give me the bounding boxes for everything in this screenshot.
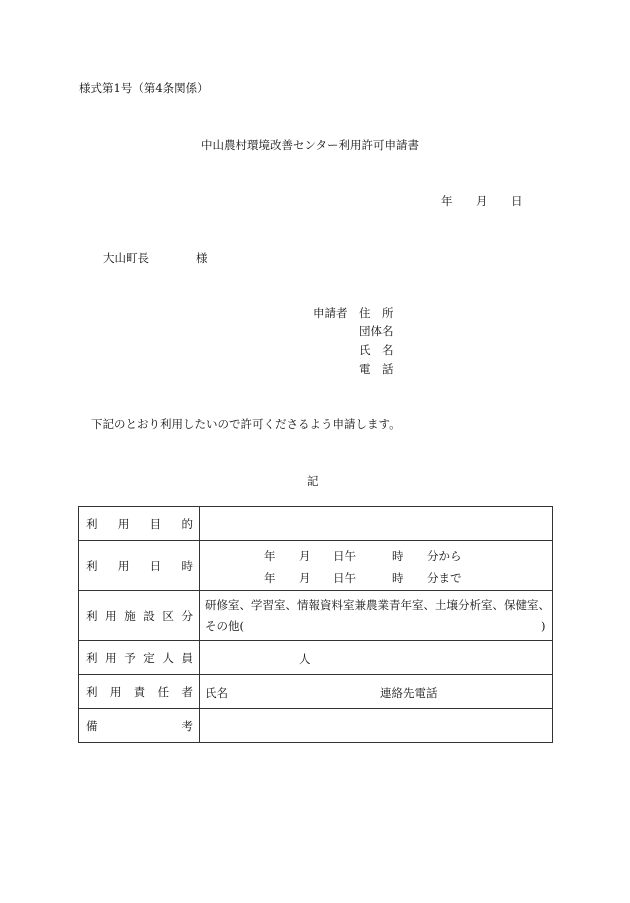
label-char: 施 [124, 608, 136, 623]
label-char: 定 [143, 650, 155, 665]
label-char: 分 [181, 608, 193, 623]
datetime-label [86, 558, 193, 574]
to-year: 年 [264, 570, 276, 585]
to-month: 月 [299, 570, 311, 585]
table-row [79, 541, 553, 591]
label-char: 予 [124, 650, 136, 665]
people-label-cell [79, 641, 200, 675]
label-char: 備 [86, 718, 98, 733]
responsible-name-label: 氏名 [205, 686, 228, 700]
purpose-label-cell [79, 507, 200, 541]
from-hour: 時 [392, 548, 404, 563]
remarks-label-cell [79, 709, 200, 743]
table-row [79, 709, 553, 743]
label-char: 用 [117, 558, 130, 573]
addressee-name: 大山町長 [103, 251, 149, 265]
table-row [79, 591, 553, 641]
to-hour: 時 [392, 570, 404, 585]
label-char: 員 [181, 650, 193, 665]
people-value[interactable] [200, 641, 553, 675]
table-row [79, 641, 553, 675]
label-char: 的 [181, 516, 193, 531]
label-char: 利 [86, 650, 98, 665]
date-day-label: 日 [511, 194, 523, 208]
label-char: 利 [86, 516, 98, 531]
label-char: 用 [117, 516, 130, 531]
applicant-group-label: 団体名 [359, 324, 394, 338]
label-char: 目 [149, 516, 162, 531]
facility-other-line [205, 616, 552, 637]
people-label [86, 650, 193, 666]
table-row [79, 675, 553, 709]
label-char: 考 [181, 718, 193, 733]
label-char: 利 [86, 684, 98, 699]
facility-label-cell [79, 591, 200, 641]
table-row [79, 507, 553, 541]
label-char: 用 [109, 684, 122, 699]
label-char: 用 [105, 650, 117, 665]
remarks-value[interactable] [200, 709, 553, 743]
remarks-label [86, 718, 193, 734]
purpose-value[interactable] [200, 507, 553, 541]
datetime-from-line [200, 544, 552, 566]
to-day-ampm: 日午 [333, 570, 356, 585]
date-month-label: 月 [476, 194, 488, 208]
datetime-label-cell [79, 541, 200, 591]
applicant-phone-label: 電 話 [359, 362, 394, 376]
label-char: 日 [149, 558, 162, 573]
label-char: 用 [105, 608, 117, 623]
purpose-label [86, 516, 193, 532]
label-char: 利 [86, 608, 98, 623]
people-unit: 人 [299, 652, 311, 666]
applicant-name-label: 氏 名 [359, 343, 394, 357]
form-number: 様式第1号（第4条関係） [79, 81, 209, 95]
label-char: 利 [86, 558, 98, 573]
facility-label [86, 608, 193, 624]
request-text: 下記のとおり利用したいので許可くださるよう申請します。 [91, 417, 401, 431]
date-year-label: 年 [441, 194, 453, 208]
responsible-label-cell [79, 675, 200, 709]
facility-other-close: ) [541, 618, 546, 633]
responsible-label [86, 684, 193, 700]
from-year: 年 [264, 548, 276, 563]
applicant-address-label: 住 所 [359, 306, 394, 320]
document-title: 中山農村環境改善センター利用許可申請書 [201, 138, 420, 152]
facility-options: 研修室、学習室、情報資料室兼農業青年室、土壌分析室、保健室、 [205, 597, 550, 612]
addressee-honorific: 様 [196, 251, 208, 265]
label-char: 人 [162, 650, 174, 665]
label-char: 者 [181, 684, 193, 699]
facility-value[interactable] [200, 591, 553, 641]
responsible-phone-label: 連絡先電話 [380, 686, 438, 700]
label-char: 時 [181, 558, 193, 573]
application-table [78, 506, 553, 743]
responsible-value[interactable] [200, 675, 553, 709]
ki-heading: 記 [307, 474, 319, 488]
datetime-value[interactable] [200, 541, 553, 591]
label-char: 責 [133, 684, 146, 699]
from-minute: 分から [427, 548, 462, 563]
facility-other-open: その他( [205, 618, 244, 633]
label-char: 任 [157, 684, 170, 699]
applicant-label: 申請者 [313, 306, 348, 320]
label-char: 区 [162, 608, 174, 623]
to-minute: 分まで [427, 570, 462, 585]
from-month: 月 [299, 548, 311, 563]
label-char: 設 [143, 608, 155, 623]
from-day-ampm: 日午 [333, 548, 356, 563]
datetime-to-line [200, 566, 552, 588]
